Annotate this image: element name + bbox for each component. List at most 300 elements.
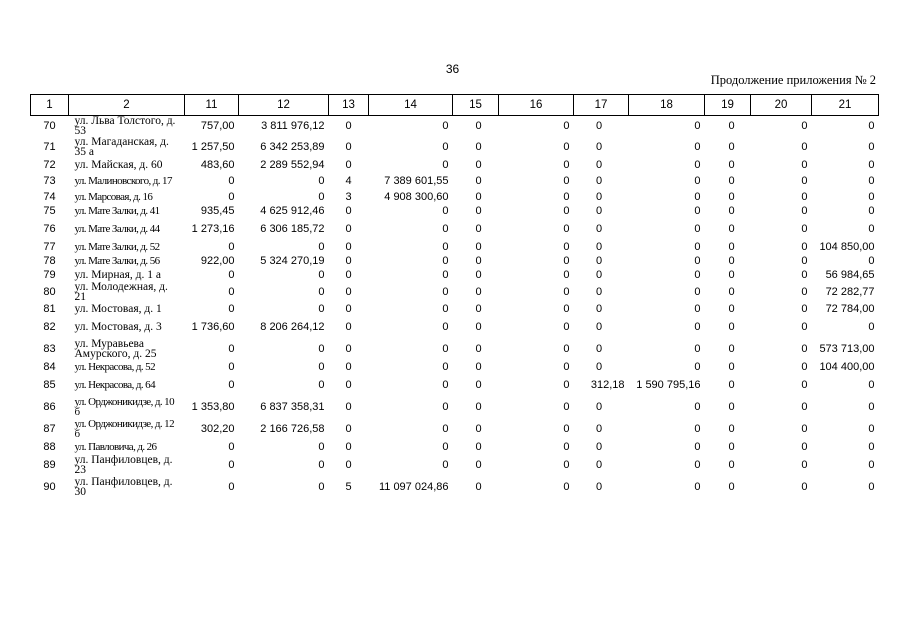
value-cell-11: 302,20 <box>200 422 235 435</box>
value-cell-21: 0 <box>868 400 875 413</box>
column-header: 17 <box>574 95 629 116</box>
value-cell-16: 0 <box>563 378 570 391</box>
address-cell: ул. Мате Залки, д. 52 <box>74 241 160 253</box>
value-cell-11: 0 <box>228 268 235 281</box>
value-cell-14: 0 <box>442 422 449 435</box>
value-cell-16: 0 <box>563 440 570 453</box>
row-number-cell: 70 <box>43 119 56 132</box>
value-cell-16: 0 <box>563 204 570 217</box>
column-header: 1 <box>31 95 69 116</box>
value-cell-17: 0 <box>595 400 603 413</box>
value-cell-16: 0 <box>563 240 570 253</box>
column-header: 11 <box>185 95 239 116</box>
value-cell-12: 0 <box>318 480 325 493</box>
row-number-cell: 82 <box>43 320 56 333</box>
address-cell: ул. Панфиловцев, д. 30 <box>74 476 173 498</box>
column-header: 19 <box>705 95 751 116</box>
value-cell-14: 0 <box>442 285 449 298</box>
value-cell-14: 11 097 024,86 <box>378 480 449 493</box>
table-row <box>31 218 879 240</box>
value-cell-21: 0 <box>868 254 875 267</box>
value-cell-18: 0 <box>694 254 701 267</box>
value-cell-18: 0 <box>694 158 701 171</box>
value-cell-13: 0 <box>345 222 352 235</box>
value-cell-12: 2 166 726,58 <box>260 422 325 435</box>
value-cell-20: 0 <box>801 268 808 281</box>
table-row <box>31 116 879 137</box>
value-cell-19: 0 <box>728 140 735 153</box>
value-cell-20: 0 <box>801 480 808 493</box>
value-cell-11: 922,00 <box>200 254 235 267</box>
value-cell-19: 0 <box>728 320 735 333</box>
value-cell-12: 0 <box>318 240 325 253</box>
row-number-cell: 84 <box>43 360 56 373</box>
value-cell-20: 0 <box>801 285 808 298</box>
table-row <box>31 302 879 316</box>
value-cell-17: 0 <box>595 119 603 132</box>
value-cell-21: 56 984,65 <box>825 268 875 281</box>
address-cell: ул. Некрасова, д. 52 <box>74 361 155 373</box>
value-cell-14: 4 908 300,60 <box>384 190 449 203</box>
value-cell-12: 6 342 253,89 <box>260 140 325 153</box>
value-cell-21: 0 <box>868 158 875 171</box>
value-cell-16: 0 <box>563 158 570 171</box>
value-cell-11: 0 <box>228 440 235 453</box>
value-cell-19: 0 <box>728 174 735 187</box>
value-cell-20: 0 <box>801 302 808 315</box>
value-cell-20: 0 <box>801 378 808 391</box>
value-cell-20: 0 <box>801 360 808 373</box>
value-cell-11: 1 257,50 <box>191 140 235 153</box>
value-cell-15: 0 <box>475 400 482 413</box>
value-cell-18: 0 <box>694 302 701 315</box>
value-cell-13: 0 <box>345 302 352 315</box>
table-row <box>31 316 879 338</box>
value-cell-17: 0 <box>595 422 603 435</box>
value-cell-13: 0 <box>345 204 352 217</box>
value-cell-19: 0 <box>728 440 735 453</box>
value-cell-13: 0 <box>345 360 352 373</box>
value-cell-14: 7 389 601,55 <box>384 174 449 187</box>
value-cell-19: 0 <box>728 222 735 235</box>
value-cell-14: 0 <box>442 268 449 281</box>
address-cell: ул. Марсовая, д. 16 <box>74 191 153 203</box>
page-number: 36 <box>445 62 460 76</box>
table-row <box>31 158 879 172</box>
value-cell-20: 0 <box>801 440 808 453</box>
address-cell: ул. Малиновского, д. 17 <box>74 175 172 187</box>
value-cell-13: 0 <box>345 342 352 355</box>
address-cell: ул. Некрасова, д. 64 <box>74 379 155 391</box>
value-cell-18: 0 <box>694 268 701 281</box>
value-cell-18: 0 <box>694 190 701 203</box>
value-cell-21: 573 713,00 <box>819 342 875 355</box>
value-cell-15: 0 <box>475 440 482 453</box>
table-row <box>31 338 879 360</box>
value-cell-14: 0 <box>442 458 449 471</box>
value-cell-13: 0 <box>345 422 352 435</box>
value-cell-20: 0 <box>801 140 808 153</box>
value-cell-14: 0 <box>442 440 449 453</box>
value-cell-12: 0 <box>318 302 325 315</box>
value-cell-15: 0 <box>475 422 482 435</box>
row-number-cell: 80 <box>43 285 56 298</box>
row-number-cell: 74 <box>43 190 56 203</box>
value-cell-17: 0 <box>595 320 603 333</box>
value-cell-14: 0 <box>442 320 449 333</box>
value-cell-19: 0 <box>728 190 735 203</box>
value-cell-15: 0 <box>475 360 482 373</box>
value-cell-14: 0 <box>442 140 449 153</box>
value-cell-18: 0 <box>694 342 701 355</box>
value-cell-12: 0 <box>318 342 325 355</box>
value-cell-17: 312,18 <box>590 378 625 391</box>
value-cell-21: 0 <box>868 140 875 153</box>
value-cell-21: 0 <box>868 174 875 187</box>
value-cell-11: 0 <box>228 480 235 493</box>
value-cell-19: 0 <box>728 285 735 298</box>
value-cell-21: 0 <box>868 119 875 132</box>
value-cell-17: 0 <box>595 174 603 187</box>
value-cell-14: 0 <box>442 400 449 413</box>
value-cell-17: 0 <box>595 204 603 217</box>
value-cell-21: 0 <box>868 320 875 333</box>
address-cell: ул. Орджоникидзе, д. 10 б <box>74 396 174 418</box>
value-cell-18: 0 <box>694 222 701 235</box>
column-header: 18 <box>629 95 705 116</box>
value-cell-13: 0 <box>345 440 352 453</box>
value-cell-13: 0 <box>345 158 352 171</box>
appendix-continuation-note: Продолжение приложения № 2 <box>710 73 876 87</box>
address-cell: ул. Мате Залки, д. 44 <box>74 223 160 235</box>
value-cell-19: 0 <box>728 204 735 217</box>
value-cell-14: 0 <box>442 254 449 267</box>
table-row <box>31 254 879 268</box>
address-cell: ул. Орджоникидзе, д. 12 б <box>74 418 174 440</box>
row-number-cell: 73 <box>43 174 56 187</box>
value-cell-20: 0 <box>801 190 808 203</box>
value-cell-14: 0 <box>442 240 449 253</box>
column-header: 16 <box>499 95 574 116</box>
value-cell-16: 0 <box>563 342 570 355</box>
value-cell-17: 0 <box>595 268 603 281</box>
table-row <box>31 172 879 190</box>
value-cell-20: 0 <box>801 158 808 171</box>
value-cell-14: 0 <box>442 342 449 355</box>
value-cell-15: 0 <box>475 320 482 333</box>
value-cell-16: 0 <box>563 222 570 235</box>
value-cell-17: 0 <box>595 480 603 493</box>
value-cell-11: 1 353,80 <box>191 400 235 413</box>
value-cell-20: 0 <box>801 422 808 435</box>
value-cell-15: 0 <box>475 342 482 355</box>
value-cell-18: 0 <box>694 119 701 132</box>
address-cell: ул. Льва Толстого, д. 53 <box>74 115 176 137</box>
value-cell-17: 0 <box>595 342 603 355</box>
housing-data-table <box>30 94 879 498</box>
address-cell: ул. Павловича, д. 26 <box>74 441 157 453</box>
table-row <box>31 396 879 418</box>
table-row <box>31 454 879 476</box>
row-number-cell: 71 <box>43 140 56 153</box>
table-row <box>31 240 879 254</box>
address-cell: ул. Муравьева Амурского, д. 25 <box>74 338 157 360</box>
value-cell-21: 0 <box>868 378 875 391</box>
address-cell: ул. Мате Залки, д. 41 <box>74 205 160 217</box>
value-cell-16: 0 <box>563 458 570 471</box>
column-header: 20 <box>751 95 812 116</box>
address-cell: ул. Панфиловцев, д. 23 <box>74 454 173 476</box>
value-cell-16: 0 <box>563 400 570 413</box>
value-cell-12: 3 811 976,12 <box>261 119 325 132</box>
value-cell-14: 0 <box>442 158 449 171</box>
table-header-row <box>31 95 879 116</box>
value-cell-15: 0 <box>475 204 482 217</box>
value-cell-12: 0 <box>318 378 325 391</box>
value-cell-18: 0 <box>694 440 701 453</box>
table-row <box>31 204 879 218</box>
address-cell: ул. Мирная, д. 1 а <box>74 269 161 281</box>
value-cell-21: 104 400,00 <box>819 360 875 373</box>
value-cell-21: 0 <box>868 480 875 493</box>
address-cell: ул. Мостовая, д. 1 <box>74 303 162 315</box>
value-cell-11: 0 <box>228 174 235 187</box>
column-header: 13 <box>329 95 369 116</box>
table-row <box>31 374 879 396</box>
value-cell-20: 0 <box>801 119 808 132</box>
value-cell-21: 0 <box>868 458 875 471</box>
value-cell-13: 0 <box>345 268 352 281</box>
value-cell-11: 0 <box>228 302 235 315</box>
value-cell-18: 0 <box>694 320 701 333</box>
value-cell-16: 0 <box>563 268 570 281</box>
value-cell-19: 0 <box>728 240 735 253</box>
value-cell-19: 0 <box>728 360 735 373</box>
value-cell-20: 0 <box>801 458 808 471</box>
column-header: 21 <box>812 95 879 116</box>
table-row <box>31 190 879 204</box>
value-cell-15: 0 <box>475 174 482 187</box>
value-cell-11: 757,00 <box>200 119 235 132</box>
value-cell-18: 0 <box>694 204 701 217</box>
value-cell-11: 0 <box>228 458 235 471</box>
value-cell-15: 0 <box>475 240 482 253</box>
value-cell-15: 0 <box>475 222 482 235</box>
value-cell-12: 5 324 270,19 <box>260 254 325 267</box>
value-cell-16: 0 <box>563 480 570 493</box>
value-cell-13: 0 <box>345 254 352 267</box>
value-cell-16: 0 <box>563 285 570 298</box>
row-number-cell: 90 <box>43 480 56 493</box>
column-header: 15 <box>453 95 499 116</box>
value-cell-13: 4 <box>345 174 352 187</box>
value-cell-17: 0 <box>595 458 603 471</box>
value-cell-19: 0 <box>728 422 735 435</box>
row-number-cell: 86 <box>43 400 56 413</box>
value-cell-11: 0 <box>228 378 235 391</box>
table-row <box>31 440 879 454</box>
value-cell-21: 0 <box>868 422 875 435</box>
table-row <box>31 476 879 498</box>
row-number-cell: 87 <box>43 422 56 435</box>
value-cell-12: 0 <box>318 360 325 373</box>
value-cell-19: 0 <box>728 458 735 471</box>
value-cell-19: 0 <box>728 378 735 391</box>
table-row <box>31 418 879 440</box>
value-cell-19: 0 <box>728 480 735 493</box>
value-cell-19: 0 <box>728 119 735 132</box>
value-cell-17: 0 <box>595 360 603 373</box>
row-number-cell: 72 <box>43 158 56 171</box>
value-cell-12: 0 <box>318 190 325 203</box>
value-cell-14: 0 <box>442 378 449 391</box>
address-cell: ул. Мате Залки, д. 56 <box>74 255 160 267</box>
address-cell: ул. Магаданская, д. 35 а <box>74 136 169 158</box>
value-cell-11: 0 <box>228 360 235 373</box>
row-number-cell: 83 <box>43 342 56 355</box>
value-cell-20: 0 <box>801 400 808 413</box>
value-cell-17: 0 <box>595 302 603 315</box>
column-header: 2 <box>69 95 185 116</box>
value-cell-18: 0 <box>694 360 701 373</box>
value-cell-14: 0 <box>442 222 449 235</box>
value-cell-18: 0 <box>694 285 701 298</box>
value-cell-21: 72 282,77 <box>825 285 875 298</box>
value-cell-11: 0 <box>228 285 235 298</box>
value-cell-17: 0 <box>595 440 603 453</box>
value-cell-17: 0 <box>595 140 603 153</box>
value-cell-15: 0 <box>475 458 482 471</box>
value-cell-16: 0 <box>563 320 570 333</box>
value-cell-19: 0 <box>728 254 735 267</box>
value-cell-13: 0 <box>345 400 352 413</box>
value-cell-20: 0 <box>801 204 808 217</box>
value-cell-11: 935,45 <box>200 204 235 217</box>
address-cell: ул. Мостовая, д. 3 <box>74 321 162 333</box>
value-cell-20: 0 <box>801 240 808 253</box>
row-number-cell: 79 <box>43 268 56 281</box>
value-cell-16: 0 <box>563 119 570 132</box>
value-cell-14: 0 <box>442 119 449 132</box>
table-body <box>31 116 879 499</box>
value-cell-13: 3 <box>345 190 352 203</box>
row-number-cell: 85 <box>43 378 56 391</box>
value-cell-19: 0 <box>728 342 735 355</box>
value-cell-14: 0 <box>442 302 449 315</box>
value-cell-18: 0 <box>694 480 701 493</box>
table-row <box>31 136 879 158</box>
value-cell-17: 0 <box>595 190 603 203</box>
value-cell-11: 483,60 <box>200 158 235 171</box>
value-cell-17: 0 <box>595 254 603 267</box>
value-cell-18: 0 <box>694 174 701 187</box>
value-cell-16: 0 <box>563 422 570 435</box>
value-cell-13: 0 <box>345 285 352 298</box>
value-cell-13: 0 <box>345 378 352 391</box>
value-cell-21: 0 <box>868 222 875 235</box>
value-cell-20: 0 <box>801 174 808 187</box>
value-cell-20: 0 <box>801 342 808 355</box>
value-cell-18: 0 <box>694 140 701 153</box>
value-cell-16: 0 <box>563 360 570 373</box>
value-cell-13: 0 <box>345 240 352 253</box>
value-cell-11: 1 273,16 <box>191 222 235 235</box>
value-cell-13: 0 <box>345 458 352 471</box>
value-cell-15: 0 <box>475 254 482 267</box>
value-cell-21: 0 <box>868 204 875 217</box>
value-cell-12: 0 <box>318 174 325 187</box>
value-cell-12: 2 289 552,94 <box>260 158 325 171</box>
table-row <box>31 282 879 302</box>
value-cell-21: 0 <box>868 440 875 453</box>
value-cell-18: 1 590 795,16 <box>636 378 701 391</box>
value-cell-17: 0 <box>595 158 603 171</box>
value-cell-12: 0 <box>318 268 325 281</box>
table-row <box>31 268 879 282</box>
value-cell-12: 0 <box>318 440 325 453</box>
value-cell-21: 72 784,00 <box>825 302 875 315</box>
value-cell-17: 0 <box>595 222 603 235</box>
value-cell-20: 0 <box>801 254 808 267</box>
value-cell-14: 0 <box>442 204 449 217</box>
value-cell-16: 0 <box>563 302 570 315</box>
value-cell-15: 0 <box>475 285 482 298</box>
table-row <box>31 360 879 374</box>
value-cell-16: 0 <box>563 254 570 267</box>
row-number-cell: 78 <box>43 254 56 267</box>
value-cell-15: 0 <box>475 378 482 391</box>
value-cell-12: 0 <box>318 285 325 298</box>
value-cell-16: 0 <box>563 174 570 187</box>
row-number-cell: 81 <box>43 302 56 315</box>
value-cell-19: 0 <box>728 268 735 281</box>
value-cell-11: 1 736,60 <box>191 320 235 333</box>
value-cell-16: 0 <box>563 140 570 153</box>
value-cell-18: 0 <box>694 240 701 253</box>
value-cell-17: 0 <box>595 285 603 298</box>
value-cell-19: 0 <box>728 302 735 315</box>
value-cell-12: 8 206 264,12 <box>260 320 325 333</box>
value-cell-12: 6 306 185,72 <box>260 222 325 235</box>
value-cell-15: 0 <box>475 302 482 315</box>
value-cell-11: 0 <box>228 190 235 203</box>
row-number-cell: 88 <box>43 440 56 453</box>
value-cell-20: 0 <box>801 320 808 333</box>
value-cell-13: 5 <box>345 480 352 493</box>
value-cell-18: 0 <box>694 400 701 413</box>
row-number-cell: 89 <box>43 458 56 471</box>
value-cell-13: 0 <box>345 140 352 153</box>
value-cell-17: 0 <box>595 240 603 253</box>
column-header: 12 <box>239 95 329 116</box>
value-cell-13: 0 <box>345 320 352 333</box>
column-header: 14 <box>369 95 453 116</box>
value-cell-18: 0 <box>694 458 701 471</box>
value-cell-12: 4 625 912,46 <box>260 204 325 217</box>
address-cell: ул. Майская, д. 60 <box>74 159 163 171</box>
row-number-cell: 75 <box>43 204 56 217</box>
value-cell-15: 0 <box>475 119 482 132</box>
value-cell-11: 0 <box>228 342 235 355</box>
value-cell-21: 0 <box>868 190 875 203</box>
value-cell-21: 104 850,00 <box>819 240 875 253</box>
row-number-cell: 77 <box>43 240 56 253</box>
value-cell-18: 0 <box>694 422 701 435</box>
value-cell-15: 0 <box>475 140 482 153</box>
value-cell-19: 0 <box>728 158 735 171</box>
value-cell-14: 0 <box>442 360 449 373</box>
address-cell: ул. Молодежная, д. 21 <box>74 281 168 303</box>
